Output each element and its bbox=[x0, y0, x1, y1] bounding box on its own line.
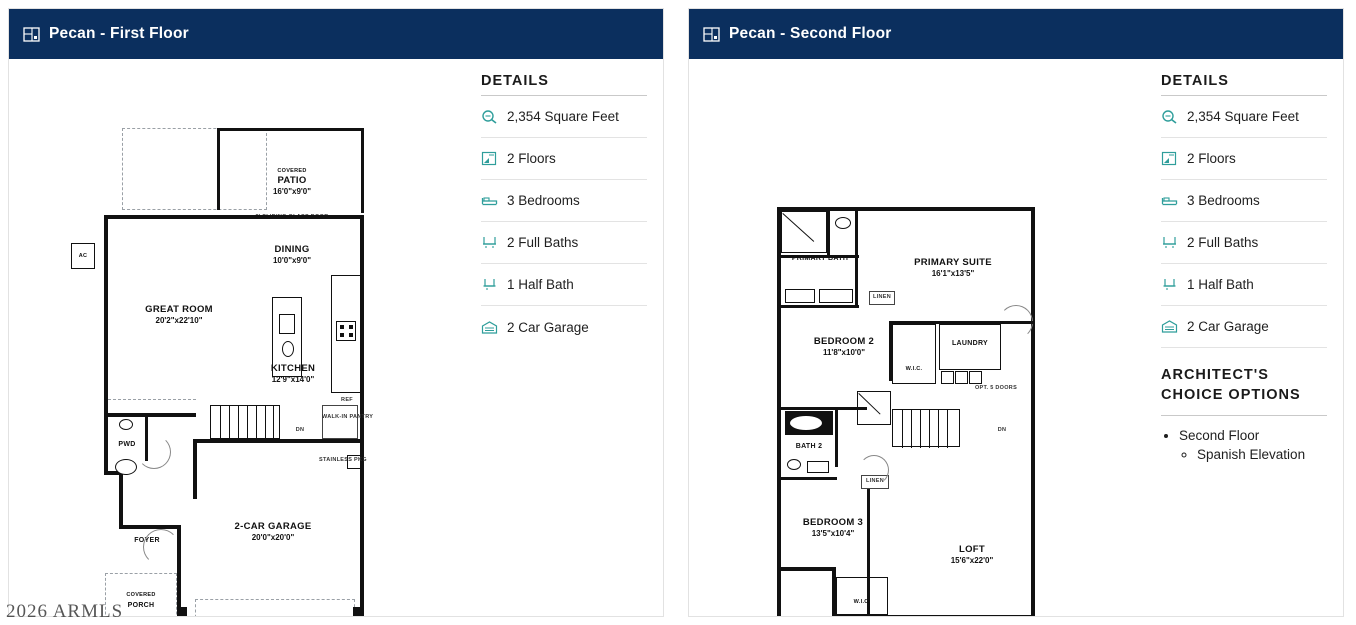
divider bbox=[1161, 415, 1327, 416]
bed-icon bbox=[1161, 193, 1178, 208]
wall bbox=[177, 607, 187, 617]
options-heading: ARCHITECT'S CHOICE OPTIONS bbox=[1161, 367, 1301, 403]
note-refrigerator: REF bbox=[341, 397, 353, 403]
detail-row-square-feet bbox=[1161, 96, 1327, 138]
floors-icon bbox=[1161, 151, 1178, 166]
detail-label: 2 Floors bbox=[1187, 151, 1236, 166]
detail-label: 2,354 Square Feet bbox=[507, 109, 619, 124]
room-label-wic: W.I.C. bbox=[853, 599, 871, 605]
wic-bedroom3 bbox=[836, 577, 888, 615]
wall bbox=[361, 128, 364, 213]
note-linen: LINEN bbox=[866, 478, 884, 484]
room-label-bedroom-3: BEDROOM 3 13'5"x10'4" bbox=[802, 517, 864, 539]
details-panel-first-floor bbox=[473, 59, 663, 617]
cooktop bbox=[336, 321, 356, 341]
note-ac: AC bbox=[78, 253, 88, 259]
door-swing bbox=[143, 529, 179, 565]
room-label-porch: COVERED PORCH bbox=[126, 592, 156, 609]
panel-title: Pecan - First Floor bbox=[49, 25, 189, 42]
detail-row-bedrooms bbox=[1161, 180, 1327, 222]
wall bbox=[104, 413, 196, 417]
detail-label: 3 Bedrooms bbox=[1187, 193, 1260, 208]
room-label-bath-2: BATH 2 bbox=[795, 443, 823, 450]
wall bbox=[827, 211, 830, 255]
note-stainless-pkg: STAINLESS PKG bbox=[319, 457, 367, 463]
detail-label: 1 Half Bath bbox=[1187, 277, 1254, 292]
detail-label: 2 Floors bbox=[507, 151, 556, 166]
floorplan-icon bbox=[703, 26, 720, 43]
halfbath-icon bbox=[481, 277, 498, 292]
option-subitem: ◦ Spanish Elevation bbox=[1197, 447, 1327, 462]
wall bbox=[835, 407, 838, 467]
detail-row-full-baths bbox=[481, 222, 647, 264]
wall bbox=[834, 615, 1035, 617]
detail-row-full-baths bbox=[1161, 222, 1327, 264]
detail-row-half-bath bbox=[1161, 264, 1327, 306]
detail-label: 2 Car Garage bbox=[1187, 319, 1269, 334]
wall bbox=[119, 525, 181, 529]
room-label-great-room: GREAT ROOM 20'2"x22'10" bbox=[145, 304, 213, 325]
detail-row-bedrooms bbox=[481, 180, 647, 222]
garage-icon bbox=[481, 320, 498, 335]
options-list bbox=[1161, 428, 1327, 462]
garage-door bbox=[195, 599, 355, 617]
toilet bbox=[119, 419, 133, 430]
floors-icon bbox=[481, 151, 498, 166]
note-pantry: WALK-IN PANTRY bbox=[322, 414, 374, 420]
details-heading: DETAILS bbox=[481, 73, 549, 89]
wall bbox=[217, 128, 220, 210]
panel-body-second-floor bbox=[689, 59, 1343, 617]
area-icon bbox=[481, 109, 498, 124]
room-label-primary-suite: PRIMARY SUITE 16'1"x13'5" bbox=[914, 257, 992, 279]
detail-label: 2 Car Garage bbox=[507, 319, 589, 335]
wall bbox=[1031, 207, 1035, 617]
option-sublist bbox=[1179, 447, 1327, 462]
wall bbox=[777, 403, 781, 515]
area-icon bbox=[1161, 109, 1178, 124]
sink bbox=[115, 459, 137, 475]
room-label-foyer: FOYER bbox=[134, 537, 160, 544]
halfbath-icon bbox=[1161, 277, 1178, 292]
detail-label: 2 Full Baths bbox=[507, 235, 579, 250]
details-panel-second-floor bbox=[1153, 59, 1343, 617]
floorplan-drawing-second-floor bbox=[689, 59, 1153, 617]
panel-body-first-floor bbox=[9, 59, 663, 617]
detail-row-floors bbox=[481, 138, 647, 180]
door-swing bbox=[137, 435, 171, 469]
wall bbox=[781, 477, 837, 480]
wall-garage-top bbox=[193, 439, 363, 443]
wall bbox=[781, 407, 867, 410]
room-label-garage: 2-CAR GARAGE 20'0"x20'0" bbox=[234, 521, 312, 542]
room-label-patio: COVERED PATIO 16'0"x9'0" bbox=[272, 168, 312, 196]
wall bbox=[217, 128, 364, 131]
wall bbox=[777, 567, 835, 571]
wall bbox=[104, 215, 108, 417]
eave-line bbox=[108, 399, 196, 400]
detail-row-garage bbox=[1161, 306, 1327, 348]
detail-row-square-feet bbox=[481, 96, 647, 138]
room-label-laundry: LAUNDRY bbox=[951, 340, 989, 347]
room-label-dining: DINING 10'0"x9'0" bbox=[272, 244, 312, 265]
detail-label: 1 Half Bath bbox=[507, 277, 574, 292]
wic-primary bbox=[892, 324, 936, 384]
bed-icon bbox=[481, 193, 498, 208]
wall bbox=[177, 525, 181, 617]
staircase bbox=[892, 409, 960, 447]
detail-row-half-bath bbox=[481, 264, 647, 306]
detail-row-garage bbox=[481, 306, 647, 348]
vanity-sink bbox=[807, 461, 829, 473]
toilet bbox=[835, 217, 851, 229]
wall bbox=[781, 305, 859, 308]
panel-title: Pecan - Second Floor bbox=[729, 25, 892, 42]
room-label-primary-bath: PRIMARY BATH bbox=[791, 255, 849, 262]
staircase bbox=[210, 405, 280, 439]
detail-label: 2 Full Baths bbox=[1187, 235, 1259, 250]
garage-icon bbox=[1161, 319, 1178, 334]
floorplan-icon bbox=[23, 26, 40, 43]
wall bbox=[353, 607, 363, 617]
room-label-kitchen: KITCHEN 12'9"x14'0" bbox=[270, 363, 316, 384]
option-item bbox=[1179, 428, 1327, 462]
panel-header-first-floor bbox=[9, 9, 663, 59]
detail-row-floors bbox=[1161, 138, 1327, 180]
wall bbox=[777, 511, 781, 617]
utility-box bbox=[347, 455, 363, 469]
walk-in-pantry bbox=[322, 405, 374, 439]
floorplan-panel-first-floor bbox=[8, 8, 664, 617]
watermark: 2026 ARMLS bbox=[6, 601, 124, 622]
panel-header-second-floor bbox=[689, 9, 1343, 59]
detail-label: 2,354 Square Feet bbox=[1187, 109, 1299, 124]
option-label: Second Floor bbox=[1179, 428, 1260, 444]
note-linen: LINEN bbox=[873, 294, 891, 300]
room-label-loft: LOFT 15'6"x22'0" bbox=[950, 544, 994, 566]
bath-icon bbox=[1161, 235, 1178, 250]
detail-label: 3 Bedrooms bbox=[507, 193, 580, 208]
wall bbox=[104, 215, 364, 219]
door-swing bbox=[859, 455, 889, 485]
details-heading: DETAILS bbox=[1161, 73, 1229, 89]
kitchen-sink bbox=[279, 314, 295, 334]
room-label-wic: W.I.C. bbox=[905, 366, 923, 372]
vanity-sink bbox=[785, 289, 815, 303]
bath-icon bbox=[481, 235, 498, 250]
floorplan-drawing-first-floor bbox=[9, 59, 473, 617]
note-opt-doors: OPT. 5 DOORS bbox=[974, 385, 1018, 391]
wall bbox=[119, 471, 123, 529]
room-label-bedroom-2: BEDROOM 2 11'8"x10'0" bbox=[813, 336, 875, 358]
vanity-sink bbox=[819, 289, 853, 303]
floorplan-panel-second-floor bbox=[688, 8, 1344, 617]
note-stairs-dn: DN bbox=[295, 427, 305, 433]
note-stairs-dn: DN bbox=[997, 427, 1007, 433]
toilet bbox=[787, 459, 801, 470]
room-label-pwd: PWD bbox=[118, 441, 136, 448]
tub-basin bbox=[789, 415, 823, 431]
wall bbox=[193, 439, 197, 499]
kitchen-basin bbox=[282, 341, 294, 357]
